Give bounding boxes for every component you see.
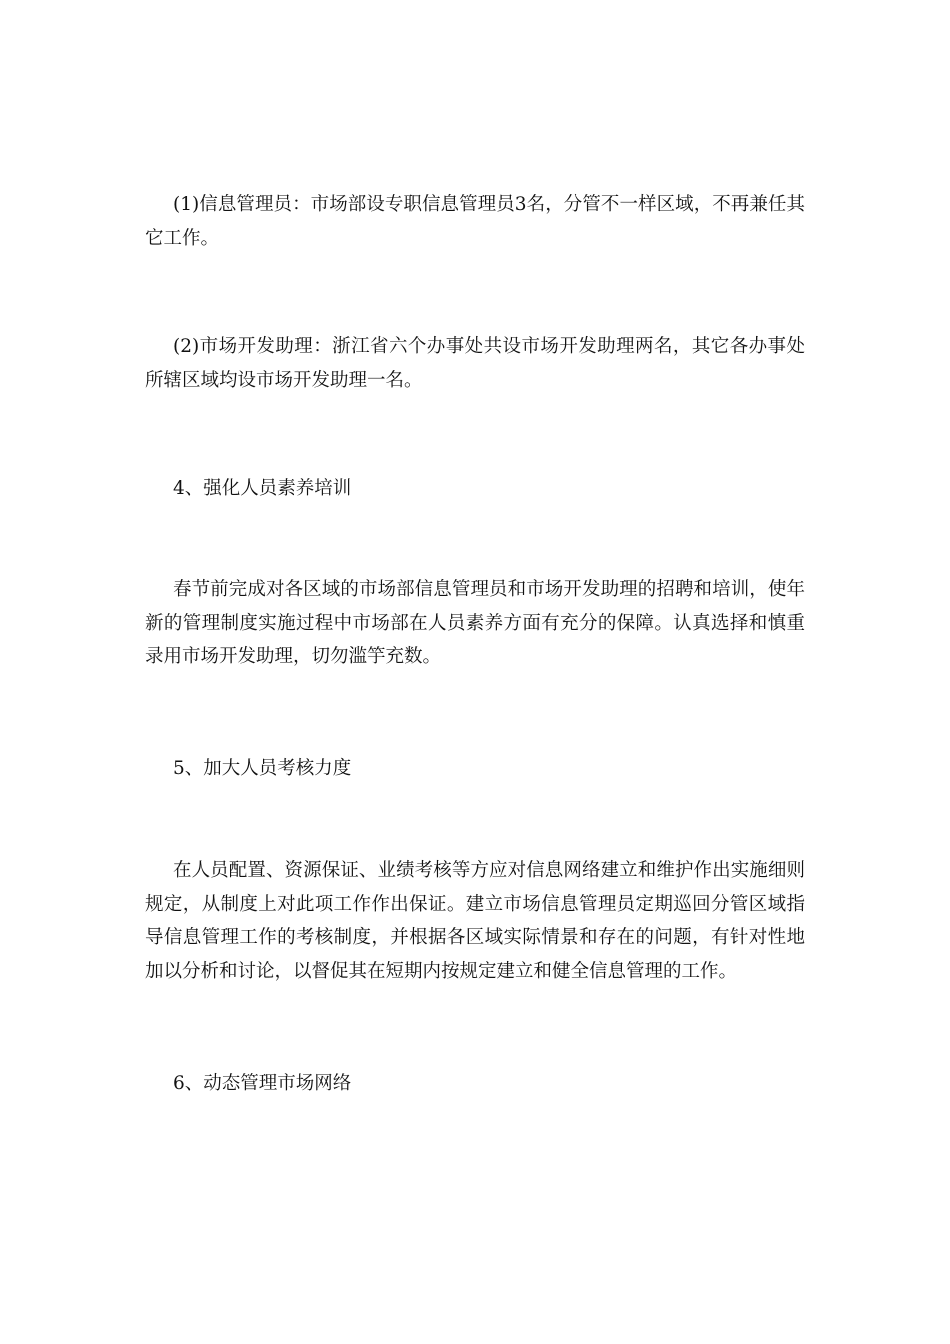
- section-heading-assessment: 5、加大人员考核力度: [173, 758, 352, 779]
- section-heading-training: 4、强化人员素养培训: [173, 478, 352, 499]
- paragraph-information-manager: (1)信息管理员：市场部设专职信息管理员3名，分管不一样区域，不再兼任其它工作。: [145, 194, 805, 249]
- paragraph-market-development-assistant: (2)市场开发助理：浙江省六个办事处共设市场开发助理两名，其它各办事处所辖区域均设市场开发助理一名。: [145, 336, 805, 391]
- paragraph-assessment: 在人员配置、资源保证、业绩考核等方应对信息网络建立和维护作出实施细则规定，从制度上对此项工作作出保证。建立市场信息管理员定期巡回分管区域指导信息管理工作的考核制度，并根据各区域实际情景和存在的问题，有针对性地加以分析和讨论，以督促其在短期内按规定建立和健全信息管理的工作。: [145, 860, 805, 982]
- section-heading-network-management: 6、动态管理市场网络: [173, 1073, 352, 1094]
- paragraph-training: 春节前完成对各区域的市场部信息管理员和市场开发助理的招聘和培训，使年新的管理制度实施过程中市场部在人员素养方面有充分的保障。认真选择和慎重录用市场开发助理，切勿滥竽充数。: [145, 579, 805, 667]
